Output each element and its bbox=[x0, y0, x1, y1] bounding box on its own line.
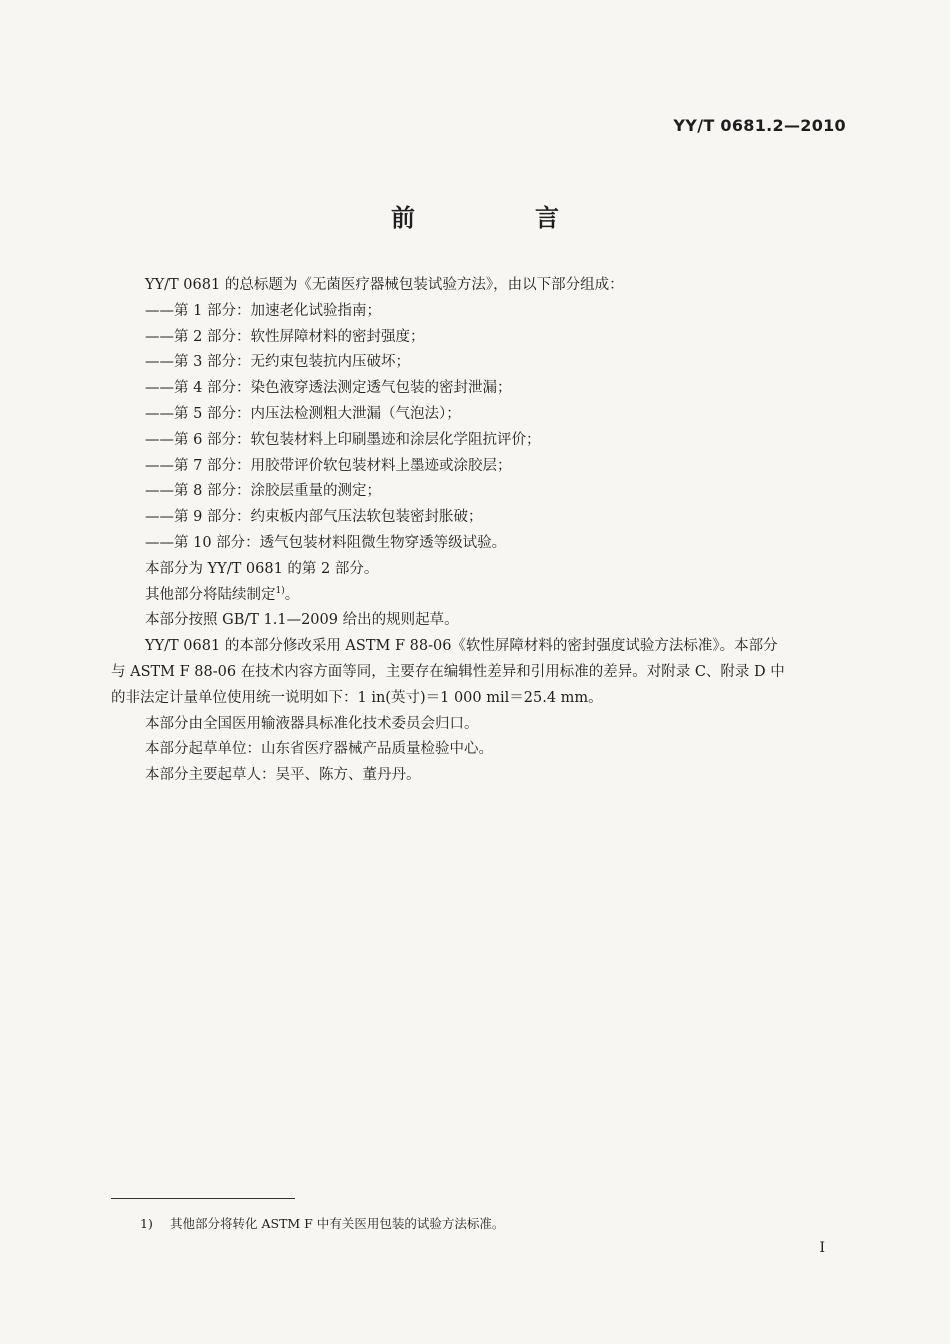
page-title: 前 言 bbox=[391, 204, 607, 232]
part-item: ——第 8 部分：涂胶层重量的测定； bbox=[145, 483, 381, 500]
intro-paragraph: YY/T 0681 的总标题为《无菌医疗器械包装试验方法》，由以下部分组成： bbox=[145, 277, 624, 293]
footnote-mark: 1) bbox=[140, 1216, 153, 1231]
drafting-unit-paragraph: 本部分起草单位：山东省医疗器械产品质量检验中心。 bbox=[145, 741, 493, 758]
page-number: I bbox=[819, 1240, 825, 1256]
footnote-divider bbox=[111, 1198, 295, 1199]
committee-paragraph: 本部分由全国医用输液器具标准化技术委员会归口。 bbox=[145, 715, 479, 732]
part-item: ——第 6 部分：软包装材料上印刷墨迹和涂层化学阻抗评价； bbox=[145, 431, 541, 448]
other-parts-end: 。 bbox=[284, 586, 300, 603]
part-item: ——第 4 部分：染色液穿透法测定透气包装的密封泄漏； bbox=[145, 380, 512, 397]
footnote-reference[interactable]: 1) bbox=[275, 585, 285, 596]
foreword-body bbox=[111, 273, 851, 789]
part-item: ——第 7 部分：用胶带评价软包装材料上墨迹或涂胶层； bbox=[145, 457, 512, 474]
other-parts-paragraph bbox=[111, 583, 851, 609]
modification-paragraph-line: YY/T 0681 的本部分修改采用 ASTM F 88-06《软性屏障材料的密封强度试验方法标准》。本部分 bbox=[145, 638, 778, 655]
drafters-paragraph: 本部分主要起草人：吴平、陈方、董丹丹。 bbox=[145, 767, 421, 784]
part-item: ——第 3 部分：无约束包装抗内压破坏； bbox=[145, 354, 410, 371]
part-item: ——第 5 部分：内压法检测粗大泄漏（气泡法）； bbox=[145, 405, 461, 422]
standard-number: YY/T 0681.2—2010 bbox=[673, 116, 846, 135]
part-item: ——第 1 部分：加速老化试验指南； bbox=[145, 302, 381, 319]
other-parts-text: 其他部分将陆续制定 bbox=[145, 586, 276, 603]
part-item: ——第 10 部分：透气包装材料阻微生物穿透等级试验。 bbox=[145, 534, 507, 551]
this-part-paragraph: 本部分为 YY/T 0681 的第 2 部分。 bbox=[145, 560, 379, 577]
footnote bbox=[140, 1214, 504, 1232]
modification-paragraph-line: 与 ASTM F 88-06 在技术内容方面等同，主要存在编辑性差异和引用标准的差异。对附录 C、附录 D 中 bbox=[111, 663, 785, 680]
part-item: ——第 2 部分：软性屏障材料的密封强度； bbox=[145, 328, 425, 345]
drafting-rules-paragraph: 本部分按照 GB/T 1.1—2009 给出的规则起草。 bbox=[145, 612, 459, 629]
modification-paragraph-line: 的非法定计量单位使用统一说明如下：1 in(英寸)＝1 000 mil＝25.4 mm。 bbox=[111, 689, 603, 706]
part-item: ——第 9 部分：约束板内部气压法软包装密封胀破； bbox=[145, 509, 483, 526]
footnote-text: 其他部分将转化 ASTM F 中有关医用包装的试验方法标准。 bbox=[170, 1216, 505, 1231]
